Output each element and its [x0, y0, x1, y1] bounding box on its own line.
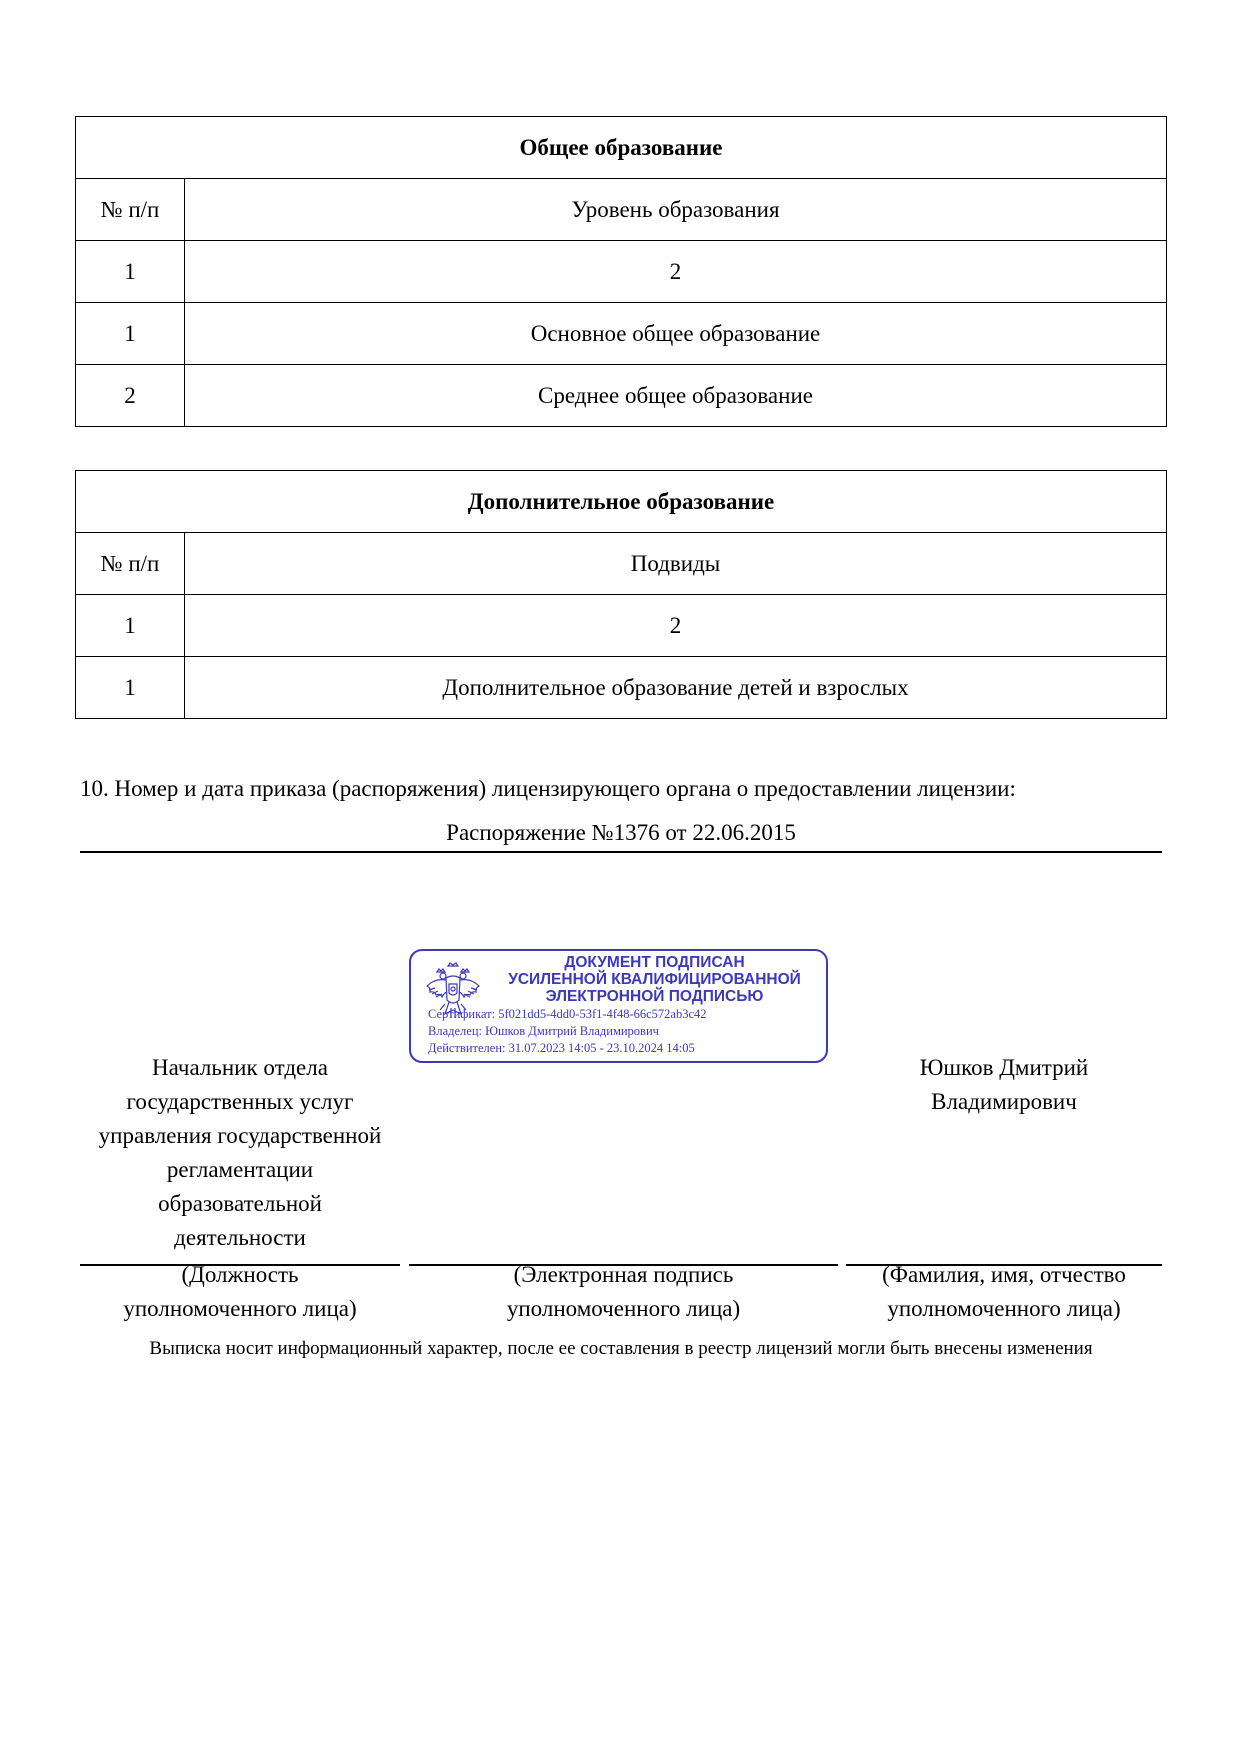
stamp-title-line: ЭЛЕКТРОННОЙ ПОДПИСЬЮ	[545, 988, 764, 1005]
official-position	[80, 1051, 400, 1255]
column-index: 2	[185, 241, 1167, 303]
position-line: регламентации	[166, 1157, 314, 1182]
order-underline	[80, 851, 1162, 853]
table-title-row	[76, 117, 1167, 179]
table-title: Общее образование	[76, 117, 1167, 179]
position-line: государственных услуг	[126, 1089, 354, 1114]
column-index: 1	[76, 241, 185, 303]
stamp-title-line: УСИЛЕННОЙ КВАЛИФИЦИРОВАННОЙ	[508, 971, 801, 988]
row-value: Дополнительное образование детей и взрослых	[185, 657, 1167, 719]
column-header-level: Уровень образования	[185, 179, 1167, 241]
name-caption	[846, 1258, 1162, 1326]
row-number: 1	[76, 657, 185, 719]
row-number: 1	[76, 303, 185, 365]
column-index: 2	[185, 595, 1167, 657]
official-full-name	[846, 1051, 1162, 1119]
caption-line: (Электронная подпись	[513, 1262, 734, 1287]
license-order-value: Распоряжение №1376 от 22.06.2015	[446, 820, 796, 845]
name-line: Юшков Дмитрий	[919, 1055, 1089, 1080]
row-value: Основное общее образование	[185, 303, 1167, 365]
informational-footnote: Выписка носит информационный характер, после ее составления в реестр лицензий могли быть внесены изменения	[149, 1338, 1093, 1359]
position-caption	[80, 1258, 400, 1326]
position-line: деятельности	[174, 1225, 306, 1250]
caption-line: уполномоченного лица)	[123, 1296, 357, 1321]
caption-line: уполномоченного лица)	[506, 1296, 741, 1321]
column-header-subtypes: Подвиды	[185, 533, 1167, 595]
caption-line: (Фамилия, имя, отчество	[882, 1262, 1126, 1287]
table-header-row	[76, 179, 1167, 241]
caption-line: (Должность	[181, 1262, 299, 1287]
column-index: 1	[76, 595, 185, 657]
position-line: образовательной	[158, 1191, 322, 1216]
table-index-row	[76, 595, 1167, 657]
caption-line: уполномоченного лица)	[887, 1296, 1121, 1321]
column-header-number: № п/п	[76, 179, 185, 241]
stamp-certificate: Сертификат: 5f021dd5-4dd0-53f1-4f48-66c572ab3c42	[428, 1007, 707, 1021]
table-index-row	[76, 241, 1167, 303]
table-header-row	[76, 533, 1167, 595]
row-number: 2	[76, 365, 185, 427]
table-row	[76, 303, 1167, 365]
position-line: управления государственной	[98, 1123, 382, 1148]
stamp-owner: Владелец: Юшков Дмитрий Владимирович	[428, 1024, 659, 1038]
table-title: Дополнительное образование	[76, 471, 1167, 533]
position-line: Начальник отдела	[152, 1055, 328, 1080]
signature-caption	[409, 1258, 838, 1326]
column-header-number: № п/п	[76, 533, 185, 595]
additional-education-table	[75, 470, 1167, 719]
electronic-signature-stamp	[409, 949, 828, 1063]
stamp-title-line: ДОКУМЕНТ ПОДПИСАН	[564, 954, 745, 971]
table-row	[76, 365, 1167, 427]
general-education-table	[75, 116, 1167, 427]
stamp-validity: Действителен: 31.07.2023 14:05 - 23.10.2024 14:05	[428, 1041, 695, 1055]
table-row	[76, 657, 1167, 719]
row-value: Среднее общее образование	[185, 365, 1167, 427]
license-order-label: 10. Номер и дата приказа (распоряжения) лицензирующего органа о предоставлении лицензии:	[80, 776, 1016, 801]
table-title-row	[76, 471, 1167, 533]
name-line: Владимирович	[931, 1089, 1077, 1114]
